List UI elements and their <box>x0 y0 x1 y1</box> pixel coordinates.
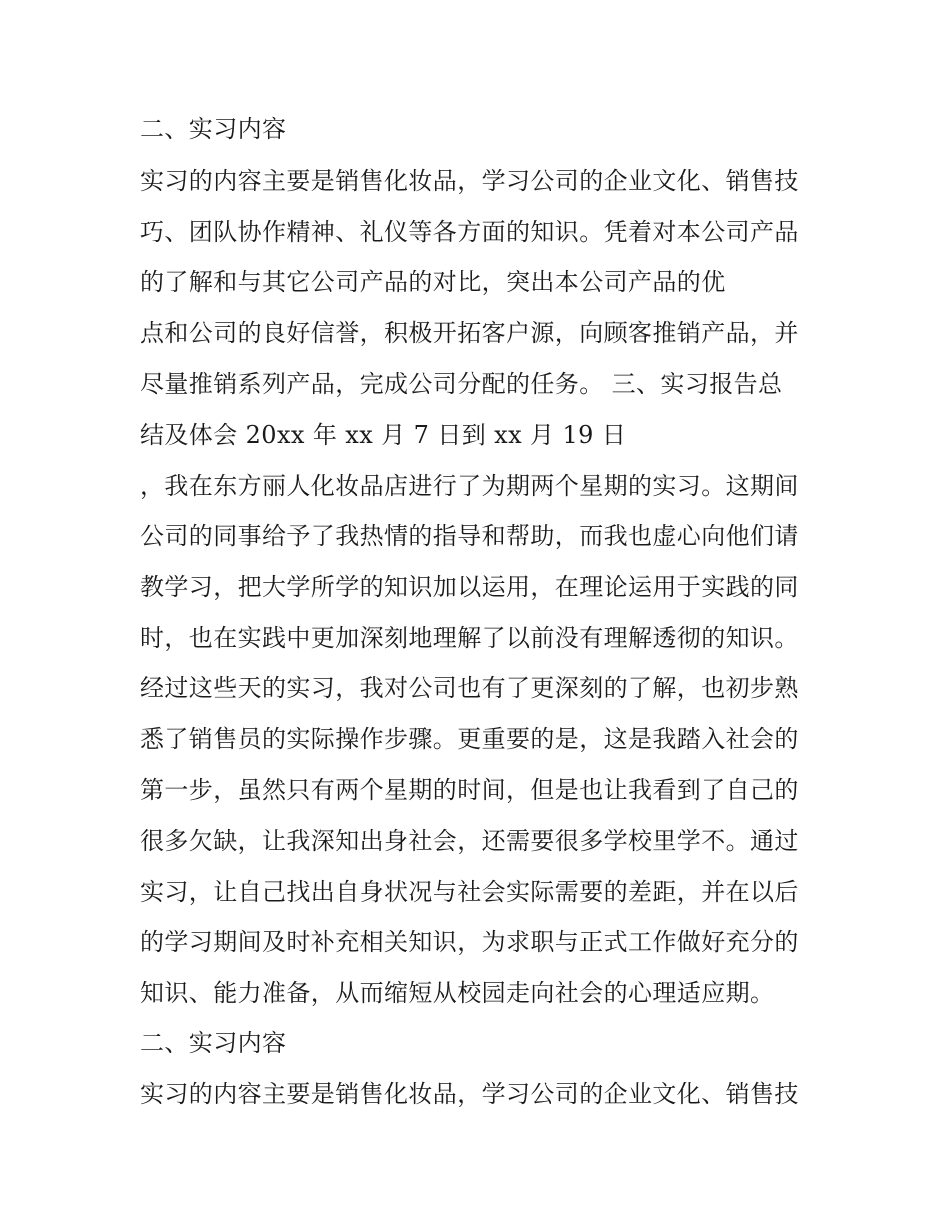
paragraph-line: 公司的同事给予了我热情的指导和帮助，而我也虚心向他们请 <box>140 522 799 550</box>
paragraph-line: 点和公司的良好信誉，积极开拓客户源，向顾客推销产品，并 <box>140 319 799 347</box>
paragraph-line: 实习的内容主要是销售化妆品，学习公司的企业文化、销售技 <box>140 1080 799 1108</box>
paragraph-line: 巧、团队协作精神、礼仪等各方面的知识。凭着对本公司产品 <box>140 218 799 246</box>
paragraph-line: 时，也在实践中更加深刻地理解了以前没有理解透彻的知识。 <box>140 624 799 652</box>
paragraph-line: 知识、能力准备，从而缩短从校园走向社会的心理适应期。 <box>140 979 775 1007</box>
paragraph-line: 的学习期间及时补充相关知识，为求职与正式工作做好充分的 <box>140 928 799 956</box>
paragraph-line: 教学习，把大学所学的知识加以运用，在理论运用于实践的同 <box>140 573 799 601</box>
paragraph-line: 的了解和与其它公司产品的对比，突出本公司产品的优 <box>140 268 726 296</box>
section-heading: 二、实习内容 <box>140 115 287 143</box>
paragraph-line: 结及体会 20xx 年 xx 月 7 日到 xx 月 19 日 <box>140 421 627 449</box>
paragraph-line: 第一步，虽然只有两个星期的时间，但是也让我看到了自己的 <box>140 776 799 804</box>
paragraph-line: 很多欠缺，让我深知出身社会，还需要很多学校里学不。通过 <box>140 827 799 855</box>
section-heading: 二、实习内容 <box>140 1029 287 1057</box>
paragraph-line: 实习的内容主要是销售化妆品，学习公司的企业文化、销售技 <box>140 167 799 195</box>
paragraph-line: 实习，让自己找出自身状况与社会实际需要的差距，并在以后 <box>140 878 799 906</box>
paragraph-line: 悉了销售员的实际操作步骤。更重要的是，这是我踏入社会的 <box>140 725 799 753</box>
paragraph-line: 经过这些天的实习，我对公司也有了更深刻的了解，也初步熟 <box>140 674 799 702</box>
paragraph-line: 尽量推销系列产品，完成公司分配的任务。 三、实习报告总 <box>140 370 783 398</box>
paragraph-line: ，我在东方丽人化妆品店进行了为期两个星期的实习。这期间 <box>140 472 799 500</box>
